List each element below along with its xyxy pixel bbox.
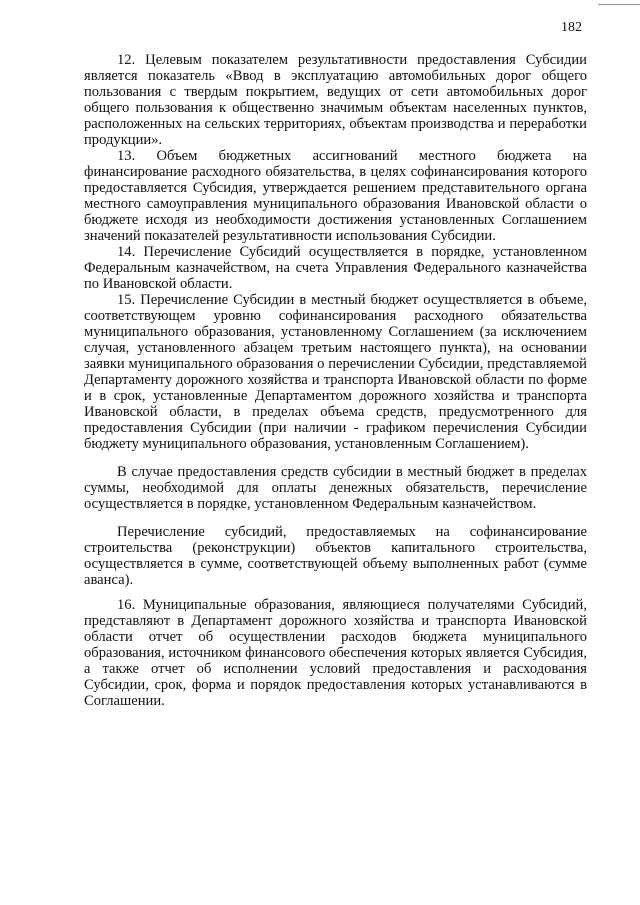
paragraph-13-budget-allocations: 13. Объем бюджетных ассигнований местного бюджета на финансирование расходного обязательства, в целях софинансирования которого предоставляется Субсидия, утверждается решением представительного органа местного самоуправления муниципального образования Ивановской области о бюджете исходя из необходимости достижения установленных Соглашением значений показателей результативности использования Субсидии.	[84, 148, 587, 244]
page-number: 182	[561, 20, 582, 35]
document-body	[84, 52, 587, 709]
top-edge-rule	[598, 4, 640, 5]
paragraph-12-performance-indicator: 12. Целевым показателем результативности предоставления Субсидии является показатель «Ввод в эксплуатацию автомобильных дорог общего пользования с твердым покрытием, ведущих от сети автомобильных дорог общего пользования к общественно значимым объектам населенных пунктов, расположенных на сельских территориях, объектам производства и переработки продукции».	[84, 52, 587, 148]
paragraph-15-within-amount: В случае предоставления средств субсидии в местный бюджет в пределах суммы, необходимой для оплаты денежных обязательств, перечисление осуществляется в порядке, установленном Федеральным казначейством.	[84, 464, 587, 512]
paragraph-15-capital-construction: Перечисление субсидий, предоставляемых на софинансирование строительства (реконструкции) объектов капитального строительства, осуществляется в сумме, соответствующей объему выполненных работ (сумме аванса).	[84, 524, 587, 588]
paragraph-16-reporting: 16. Муниципальные образования, являющиеся получателями Субсидий, представляют в Департамент дорожного хозяйства и транспорта Ивановской области отчет об осуществлении расходов бюджета муниципального образования, источником финансового обеспечения которых является Субсидия, а также отчет об исполнении условий предоставления и расходования Субсидии, срок, форма и порядок предоставления которых устанавливаются в Соглашении.	[84, 597, 587, 709]
paragraph-14-transfer-procedure: 14. Перечисление Субсидий осуществляется в порядке, установленном Федеральным казначейством, на счета Управления Федерального казначейства по Ивановской области.	[84, 244, 587, 292]
paragraph-15-transfer-to-local-budget: 15. Перечисление Субсидии в местный бюджет осуществляется в объеме, соответствующем уровню софинансирования расходного обязательства муниципального образования, установленному Соглашением (за исключением случая, установленного абзацем третьим настоящего пункта), на основании заявки муниципального образования о перечислении Субсидии, представляемой Департаменту дорожного хозяйства и транспорта Ивановской области по форме и в срок, установленные Департаментом дорожного хозяйства и транспорта Ивановской области, в пределах объема средств, предусмотренного для предоставления Субсидии (при наличии - графиком перечисления Субсидии бюджету муниципального образования, установленным Соглашением).	[84, 292, 587, 452]
